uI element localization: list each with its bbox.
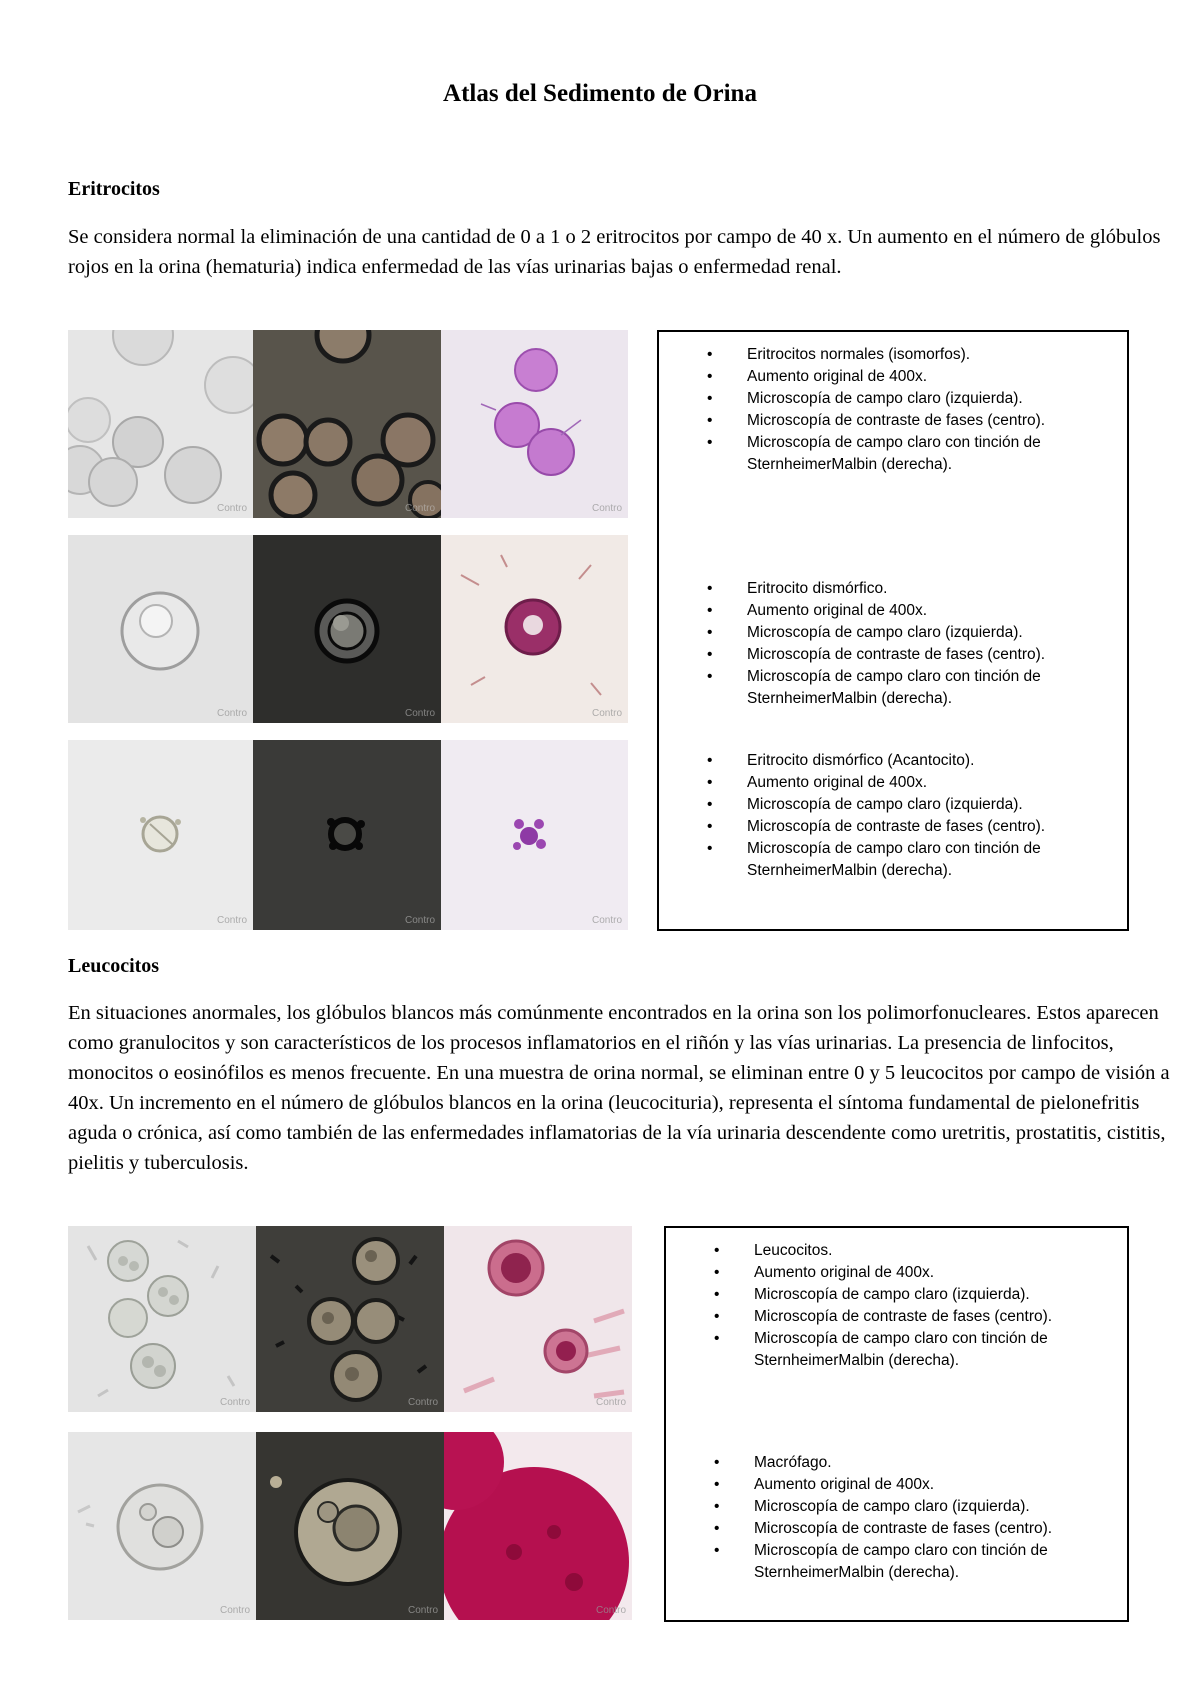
caption-box-leucocitos [664,1226,1129,1622]
watermark-label: Contro [216,915,247,926]
caption-item: • Microscopía de campo claro (izquierda). [714,1284,1094,1306]
micrograph-stained [444,1226,632,1412]
caption-item: • Microscopía de campo claro (izquierda). [707,622,1087,644]
section-heading-eritrocitos: Eritrocitos [68,178,160,200]
watermark-label: Contro [404,708,435,719]
micrograph-row-acanthocyte [68,740,628,930]
caption-item: • Microscopía de contraste de fases (centro). [714,1306,1094,1328]
caption-item: • Microscopía de contraste de fases (centro). [707,410,1087,432]
caption-item: • Microscopía de campo claro (izquierda). [714,1496,1094,1518]
caption-item: • Aumento original de 400x. [707,366,1087,388]
watermark-label: Contro [407,1397,438,1408]
micrograph-brightfield [68,330,253,518]
caption-list-leukocytes [714,1240,1094,1372]
micrograph-phase-contrast [256,1226,444,1412]
caption-item: • Microscopía de campo claro con tinción de SternheimerMalbin (derecha). [707,432,1087,476]
caption-item: • Macrófago. [714,1452,1094,1474]
caption-item: • Aumento original de 400x. [707,600,1087,622]
watermark-label: Contro [591,915,622,926]
micrograph-stained [441,330,628,518]
micrograph-brightfield [68,1226,256,1412]
caption-list-acanthocyte [707,750,1087,882]
micrograph-brightfield [68,535,253,723]
caption-item: • Microscopía de campo claro con tinción de SternheimerMalbin (derecha). [714,1540,1094,1584]
micrograph-stained [444,1432,632,1620]
watermark-label: Contro [404,915,435,926]
caption-item: • Leucocitos. [714,1240,1094,1262]
micrograph-phase-contrast [253,535,441,723]
micrograph-brightfield [68,740,253,930]
caption-item: • Aumento original de 400x. [714,1262,1094,1284]
watermark-label: Contro [216,503,247,514]
caption-list-macrophage [714,1452,1094,1584]
watermark-label: Contro [591,503,622,514]
micrograph-phase-contrast [256,1432,444,1620]
caption-item: • Microscopía de campo claro (izquierda). [707,388,1087,410]
watermark-label: Contro [404,503,435,514]
watermark-label: Contro [595,1605,626,1616]
caption-item: • Microscopía de contraste de fases (centro). [707,816,1087,838]
caption-item: • Eritrocitos normales (isomorfos). [707,344,1087,366]
micrograph-brightfield [68,1432,256,1620]
micrograph-row-dysmorphic-erythrocyte [68,535,628,723]
caption-item: • Microscopía de campo claro con tinción de SternheimerMalbin (derecha). [707,838,1087,882]
section-paragraph-leucocitos: En situaciones anormales, los glóbulos blancos más comúnmente encontrados en la orina son los polimorfonucleares. Estos aparecen como granulocitos y son característicos de los procesos inflamatorios en el riñón y las vías urinarias. La presencia de linfocitos, monocitos o eosinófilos es menos frecuente. En una muestra de orina normal, se eliminan entre 0 y 5 leucocitos por campo de visión a 40x. Un incremento en el número de glóbulos blancos en la orina (leucocituria), representa el síntoma fundamental de pielonefritis aguda o crónica, así como también de las enfermedades inflamatorias de la vía urinaria descendente como uretritis, prostatitis, cistitis, pielitis y tuberculosis. [68,1002,1170,1174]
caption-list-normal-erythrocytes [707,344,1087,476]
caption-item: • Microscopía de contraste de fases (centro). [707,644,1087,666]
micrograph-stained [441,535,628,723]
watermark-label: Contro [591,708,622,719]
micrograph-row-normal-erythrocytes [68,330,628,518]
watermark-label: Contro [216,708,247,719]
caption-item: • Eritrocito dismórfico. [707,578,1087,600]
watermark-label: Contro [595,1397,626,1408]
watermark-label: Contro [407,1605,438,1616]
section-heading-leucocitos: Leucocitos [68,955,160,977]
caption-item: • Microscopía de campo claro con tinción de SternheimerMalbin (derecha). [707,666,1087,710]
caption-list-dysmorphic-erythrocyte [707,578,1087,710]
page-title: Atlas del Sedimento de Orina [443,80,757,107]
watermark-label: Contro [219,1605,250,1616]
caption-item: • Aumento original de 400x. [707,772,1087,794]
caption-item: • Microscopía de campo claro (izquierda). [707,794,1087,816]
caption-item: • Aumento original de 400x. [714,1474,1094,1496]
section-paragraph-eritrocitos: Se considera normal la eliminación de una cantidad de 0 a 1 o 2 eritrocitos por campo de 40 x. Un aumento en el número de glóbulos rojos en la orina (hematuria) indica enfermedad de las vías urinarias bajas o enfermedad renal. [68,226,1161,278]
caption-item: • Microscopía de campo claro con tinción de SternheimerMalbin (derecha). [714,1328,1094,1372]
micrograph-phase-contrast [253,740,441,930]
micrograph-phase-contrast [253,330,441,518]
micrograph-row-leukocytes [68,1226,632,1412]
micrograph-stained [441,740,628,930]
caption-box-eritrocitos [657,330,1129,931]
caption-item: • Microscopía de contraste de fases (centro). [714,1518,1094,1540]
caption-item: • Eritrocito dismórfico (Acantocito). [707,750,1087,772]
micrograph-row-macrophage [68,1432,632,1620]
watermark-label: Contro [219,1397,250,1408]
